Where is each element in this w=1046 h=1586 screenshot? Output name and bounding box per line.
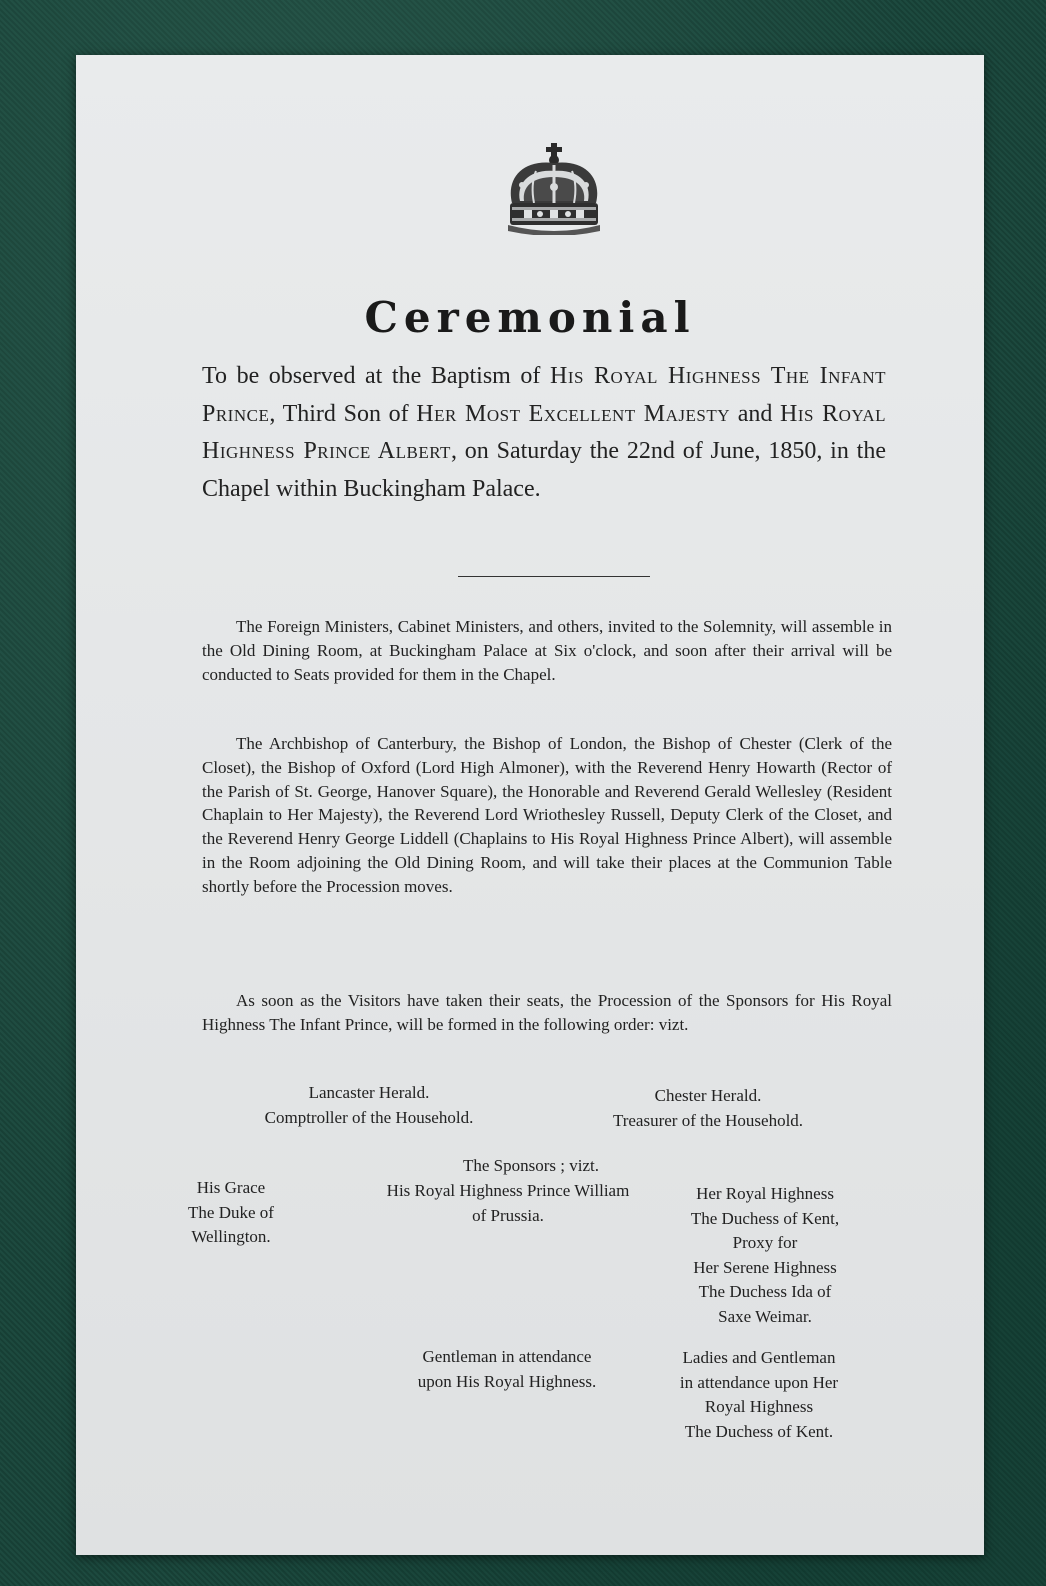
- sponsor-right: Her Royal Highness The Duchess of Kent, Proxy for Her Serene Highness The Duchess Ida of Saxe Weimar.: [690, 1184, 840, 1326]
- procession-heralds-right: Chester Herald. Treasurer of the Household.: [612, 1086, 804, 1130]
- document-subtitle: To be observed at the Baptism of His Royal Highness The Infant Prince, Third Son of Her Most Excellent Majesty and His Royal Highness Prince Albert, on Saturday the 22nd of June, 1850, in the Chapel within Buckingham Palace.: [202, 363, 886, 502]
- sponsor-left: His Grace The Duke of Wellington.: [188, 1178, 274, 1246]
- procession-heralds-left: Lancaster Herald. Comptroller of the Household.: [264, 1083, 474, 1127]
- paragraph-clergy: The Archbishop of Canterbury, the Bishop of London, the Bishop of Chester (Clerk of the Closet), the Bishop of Oxford (Lord High Almoner), with the Reverend Henry Howarth (Rector of the Parish of St. George, Hanover Square), the Honorable and Reverend Gerald Wellesley (Resident Chaplain to Her Majesty), the Reverend Lord Wriothesley Russell, Deputy Clerk of the Closet, and the Reverend Henry George Liddell (Chaplains to His Royal Highness Prince Albert), will assemble in the Room adjoining the Old Dining Room, and will take their places at the Communion Table shortly before the Procession moves.: [202, 734, 892, 896]
- paragraph-foreign-ministers: The Foreign Ministers, Cabinet Ministers, and others, invited to the Solemnity, will assemble in the Old Dining Room, at Buckingham Palace at Six o'clock, and soon after their arrival will be conducted to Seats provided for them in the Chapel.: [202, 617, 892, 684]
- crown-icon: [502, 141, 606, 235]
- document-title: Ceremonial: [364, 293, 696, 342]
- sponsors-heading: The Sponsors ; vizt.: [463, 1156, 599, 1175]
- divider-rule: [458, 576, 650, 577]
- attendants-center: Gentleman in attendance upon His Royal Highness.: [417, 1347, 597, 1391]
- document-page: [76, 55, 984, 1555]
- paragraph-procession: As soon as the Visitors have taken their seats, the Procession of the Sponsors for His Royal Highness The Infant Prince, will be formed in the following order: vizt.: [202, 991, 892, 1034]
- attendants-right: Ladies and Gentleman in attendance upon Her Royal Highness The Duchess of Kent.: [679, 1348, 839, 1441]
- sponsor-center: His Royal Highness Prince William of Prussia.: [386, 1181, 630, 1225]
